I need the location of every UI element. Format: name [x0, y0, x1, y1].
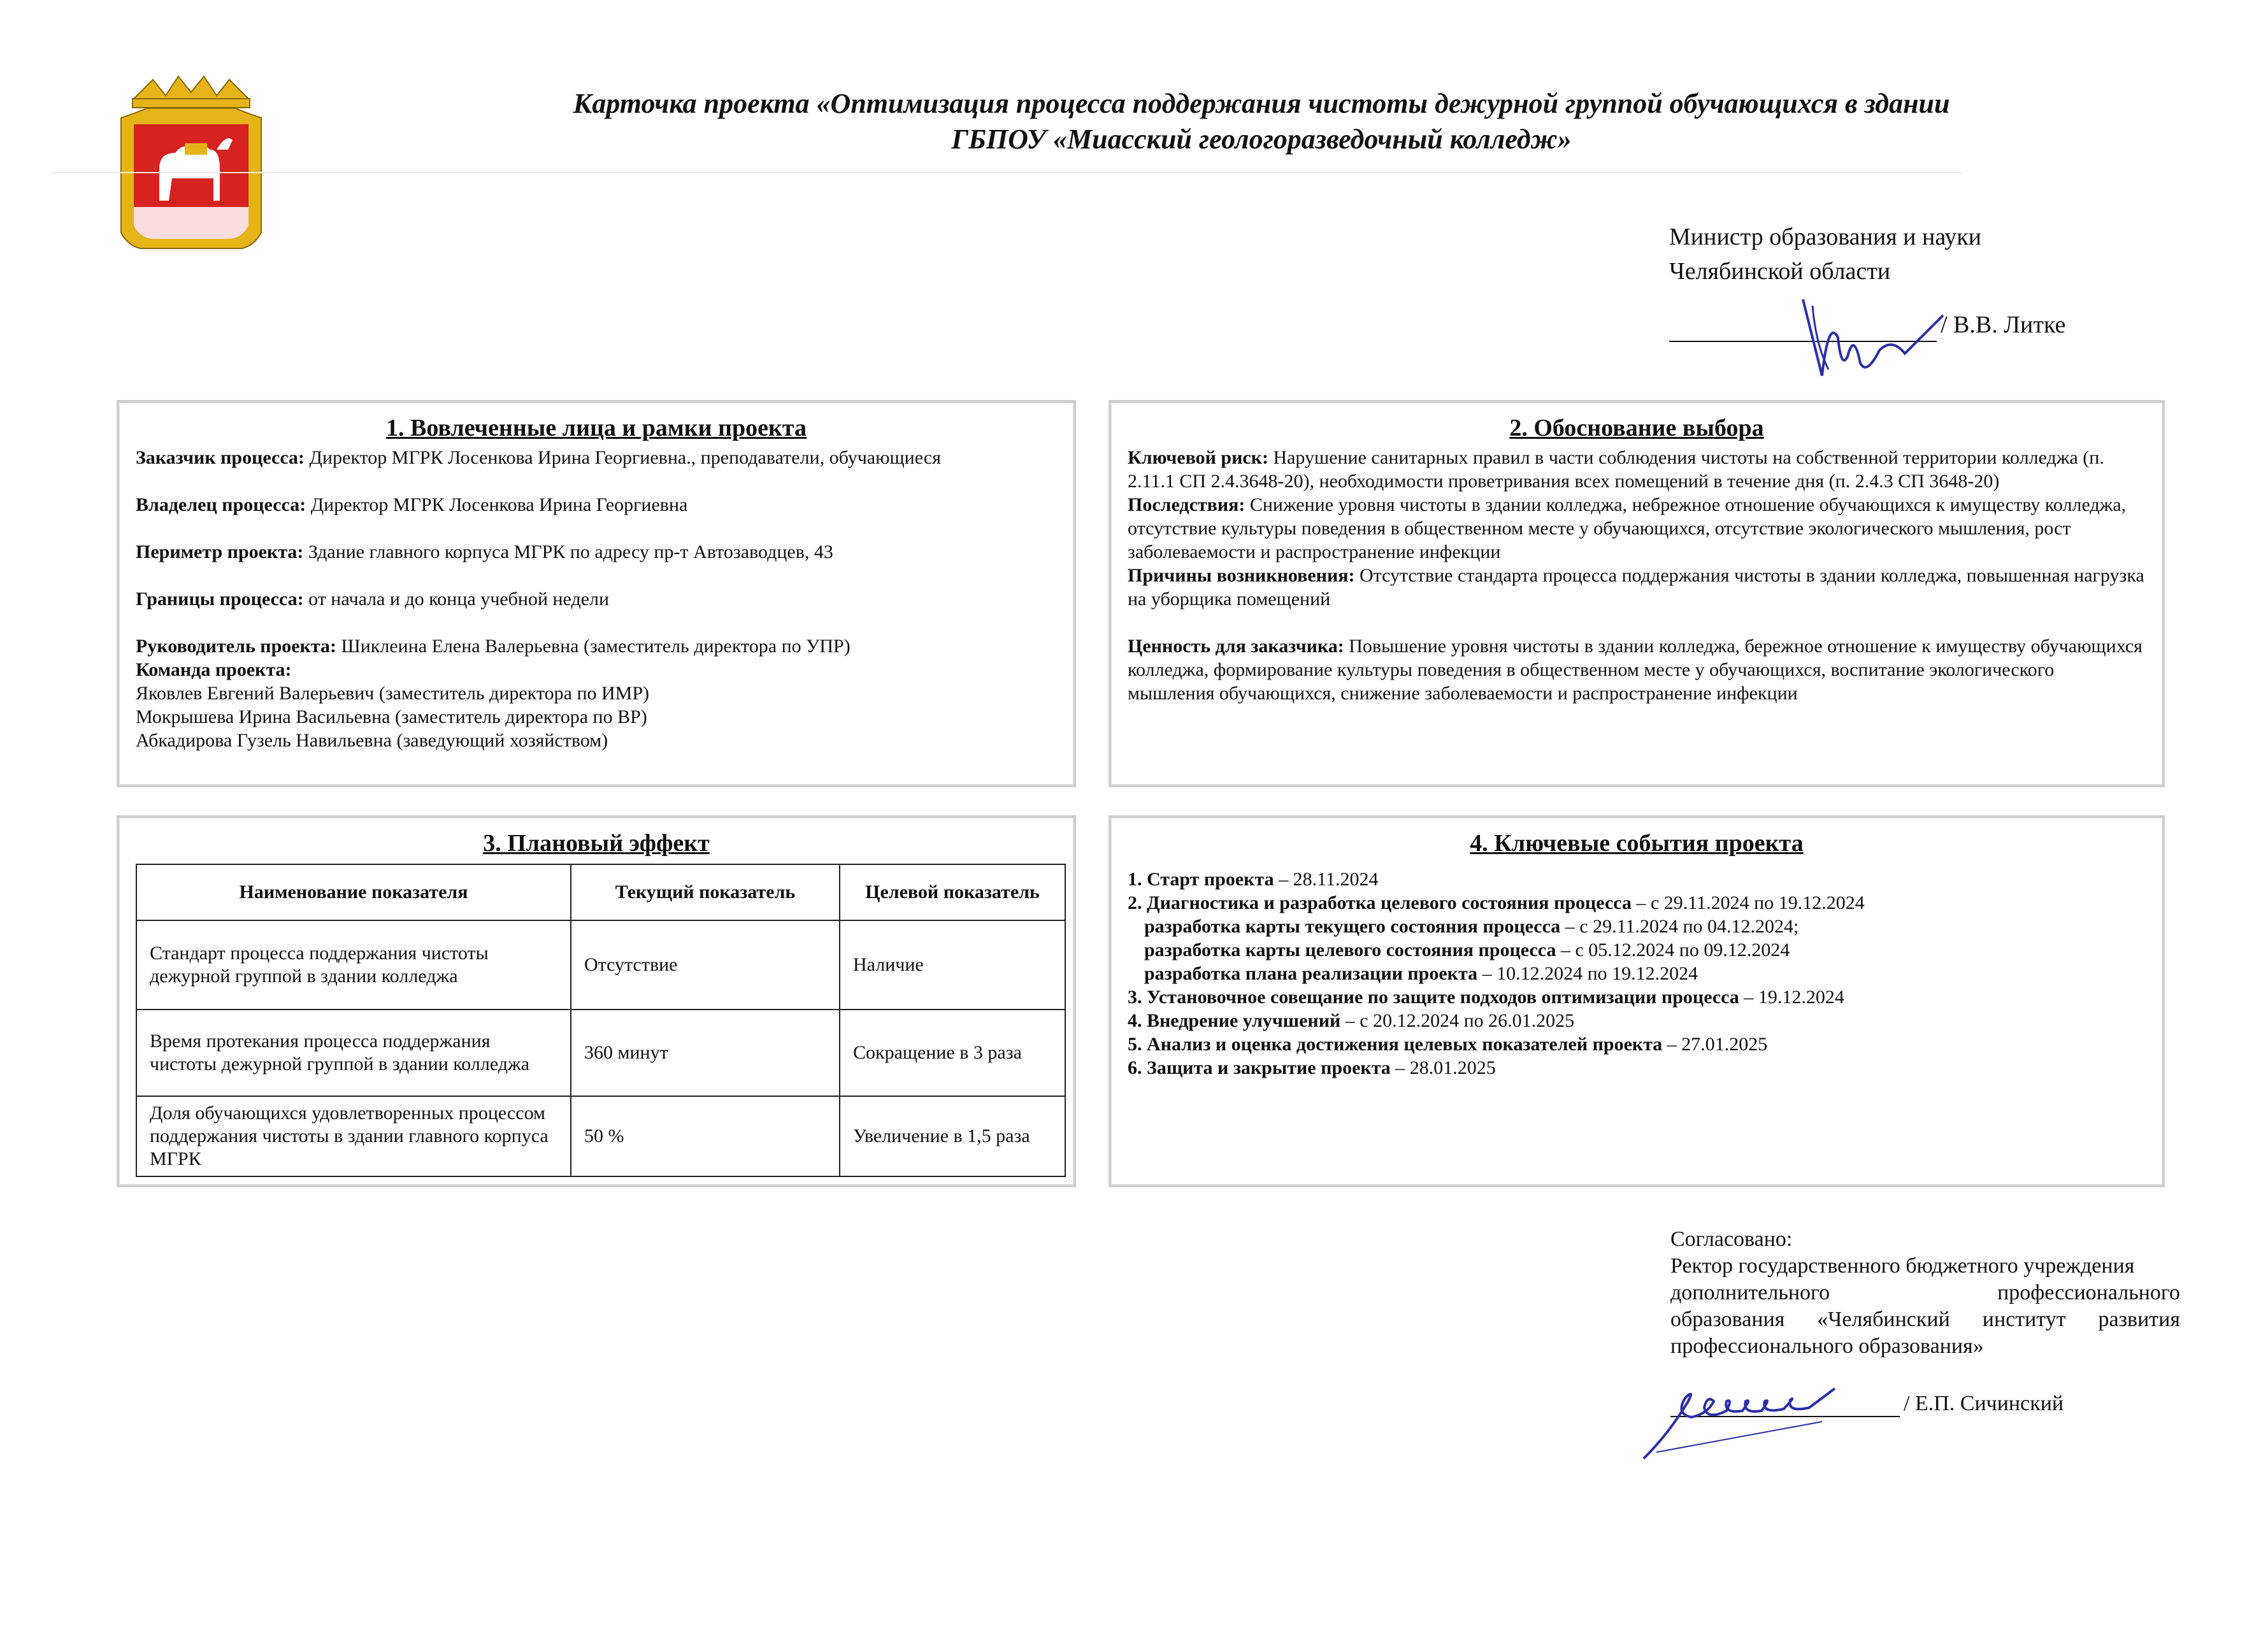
agreed-line: дополнительного профессионального [1670, 1281, 2180, 1304]
approval-name: / В.В. Литке [1941, 311, 2066, 338]
table-cell: Отсутствие [571, 920, 840, 1010]
team-member: Абкадирова Гузель Навильевна (заведующий хозяйством) [136, 730, 608, 751]
event-item: 1. Старт проекта – 28.11.2024 [1128, 869, 1379, 890]
effect-table [136, 864, 1066, 1177]
leader-row: Руководитель проекта: Шиклеина Елена Валерьевна (заместитель директора по УПР) [136, 636, 850, 657]
section-1-heading: 1. Вовлеченные лица и рамки проекта [385, 415, 807, 441]
customer-value-row: Ценность для заказчика: Повышение уровня чистоты в здании колледжа, бережное отношение к имуществу обучающихся колледжа, формирование культуры поведения в общественном месте у обучающихся, воспитание экологического мышления обучающихся, снижение заболеваемости и распространение инфекции [1128, 636, 2142, 704]
event-item: 2. Диагностика и разработка целевого состояния процесса – с 29.11.2024 по 19.12.2024 [1128, 892, 1865, 913]
column-header: Текущий показатель [571, 864, 840, 920]
event-item: 5. Анализ и оценка достижения целевых показателей проекта – 27.01.2025 [1128, 1034, 1768, 1055]
approval-line-1: Министр образования и науки [1669, 224, 1982, 250]
agreed-line: Ректор государственного бюджетного учреждения [1670, 1254, 2135, 1278]
title-line-2: ГБПОУ «Миасский геологоразведочный колледж» [951, 124, 1572, 155]
column-header: Наименование показателя [136, 864, 571, 920]
section-3-heading: 3. Плановый эффект [483, 830, 710, 857]
event-subitem: разработка карты текущего состояния процесса – с 29.11.2024 по 04.12.2024; [1144, 916, 1799, 937]
rector-name: / Е.П. Сичинский [1904, 1392, 2064, 1415]
owner-row: Владелец процесса: Директор МГРК Лосенкова Ирина Георгиевна [136, 494, 688, 515]
consequences-row: Последствия: Снижение уровня чистоты в здании колледжа, небрежное отношение обучающихся к имуществу колледжа, отсутствие культуры поведения в общественном месте у обучающихся, отсутствие экологического мышления, рост заболеваемости и распространение инфекции [1128, 494, 2127, 562]
bounds-row: Границы процесса: от начала и до конца учебной недели [136, 589, 610, 610]
scan-artifact-line [51, 172, 1962, 173]
section-stakeholders [117, 400, 1076, 787]
approval-line-2: Челябинской области [1669, 258, 1891, 285]
table-cell: Увеличение в 1,5 раза [840, 1096, 1065, 1176]
table-cell: 50 % [571, 1096, 840, 1176]
column-header: Целевой показатель [840, 864, 1065, 920]
table-cell: 360 минут [571, 1010, 840, 1096]
table-cell: Наличие [840, 920, 1065, 1010]
event-subitem: разработка карты целевого состояния процесса – с 05.12.2024 по 09.12.2024 [1144, 939, 1790, 960]
agreed-label: Согласовано: [1670, 1227, 1793, 1251]
coat-of-arms-emblem [115, 73, 268, 258]
event-item: 4. Внедрение улучшений – с 20.12.2024 по 26.01.2025 [1128, 1010, 1575, 1031]
risk-row: Ключевой риск: Нарушение санитарных правил в части соблюдения чистоты на собственной территории колледжа (п. 2.11.1 СП 2.4.3648-20), необходимости проветривания всех помещений в течение дня (п. 2.4.3 СП 3648-20) [1128, 447, 2104, 492]
perimeter-row: Периметр проекта: Здание главного корпуса МГРК по адресу пр-т Автозаводцев, 43 [136, 541, 833, 562]
section-justification [1109, 400, 2165, 787]
section-4-heading: 4. Ключевые события проекта [1470, 830, 1804, 857]
causes-row: Причины возникновения: Отсутствие стандарта процесса поддержания чистоты в здании колледжа, повышенная нагрузка на уборщика помещений [1128, 565, 2144, 610]
section-planned-effect [117, 815, 1076, 1187]
agreed-line: образования «Челябинский институт развития [1670, 1308, 2180, 1331]
event-item: 3. Установочное совещание по защите подходов оптимизации процесса – 19.12.2024 [1128, 987, 1844, 1008]
section-2-heading: 2. Обоснование выбора [1509, 415, 1764, 441]
table-cell: Сокращение в 3 раза [840, 1010, 1065, 1096]
title-line-1: Карточка проекта «Оптимизация процесса поддержания чистоты дежурной группой обучающихся в здании [573, 88, 1950, 119]
table-cell: Время протекания процесса поддержания чистоты дежурной группой в здании колледжа [136, 1010, 571, 1096]
customer-row: Заказчик процесса: Директор МГРК Лосенкова Ирина Георгиевна., преподаватели, обучающиеся [136, 447, 941, 468]
event-item: 6. Защита и закрытие проекта – 28.01.2025 [1128, 1057, 1496, 1078]
team-member: Мокрышева Ирина Васильевна (заместитель директора по ВР) [136, 706, 647, 727]
section-key-events [1109, 815, 2165, 1187]
table-cell: Доля обучающихся удовлетворенных процессом поддержания чистоты в здании главного корпуса МГРК [136, 1096, 571, 1176]
table-row [136, 1010, 1065, 1096]
table-header-row [136, 864, 1065, 920]
minister-signature [1777, 280, 1956, 395]
rector-signature [1631, 1363, 1898, 1465]
table-row [136, 1096, 1065, 1176]
table-cell: Стандарт процесса поддержания чистоты дежурной группой в здании колледжа [136, 920, 571, 1010]
table-row [136, 920, 1065, 1010]
team-label: Команда проекта: [136, 659, 292, 680]
agreed-line: профессионального образования» [1670, 1334, 1984, 1358]
document-title [331, 86, 2192, 157]
team-member: Яковлев Евгений Валерьевич (заместитель директора по ИМР) [136, 683, 650, 704]
event-subitem: разработка плана реализации проекта – 10.12.2024 по 19.12.2024 [1144, 963, 1698, 984]
